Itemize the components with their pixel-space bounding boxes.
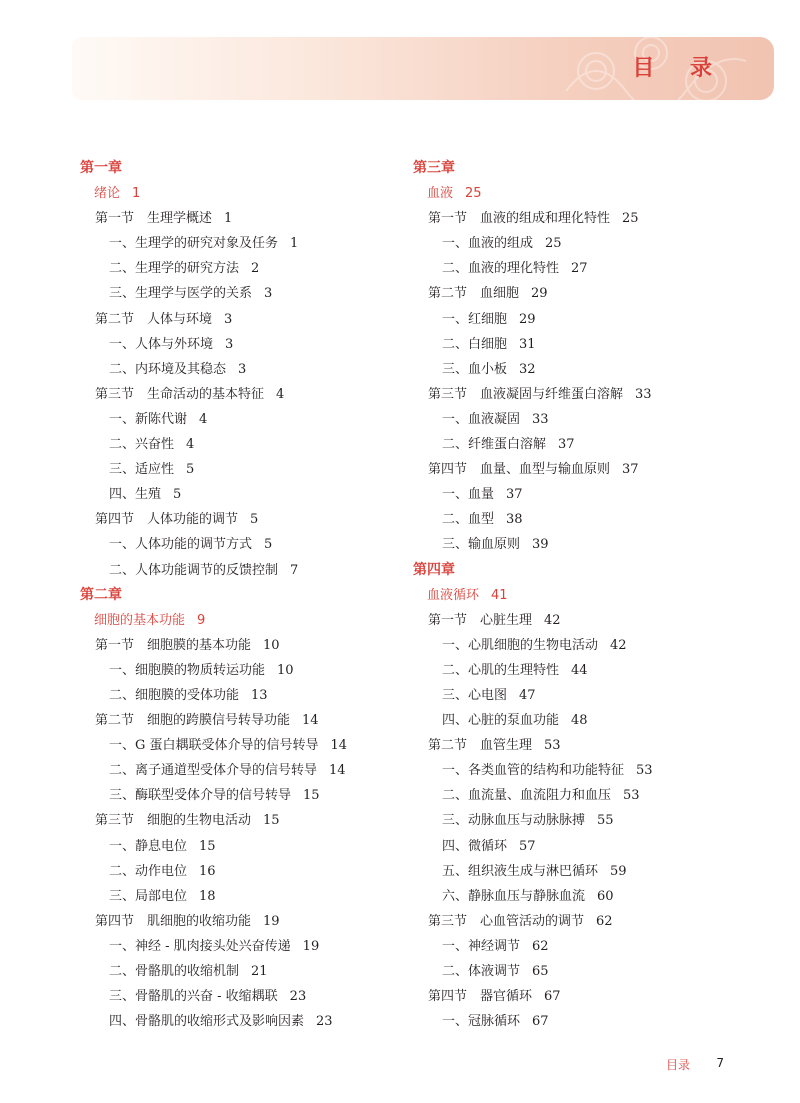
chapter-title[interactable] xyxy=(413,583,793,608)
entry-text: 四、微循环 xyxy=(442,838,508,854)
entry-text: 第一节 生理学概述 xyxy=(95,211,213,227)
entry-text: 第三章 xyxy=(413,160,455,176)
entry-page-number: 14 xyxy=(330,738,348,754)
subsection-entry[interactable] xyxy=(80,231,460,256)
chapter-title[interactable] xyxy=(80,181,460,206)
subsection-entry[interactable] xyxy=(413,758,793,783)
entry-page-number: 48 xyxy=(571,713,588,729)
entry-page-number: 53 xyxy=(636,763,653,779)
entry-page-number: 37 xyxy=(558,437,575,453)
entry-text: 二、骨骼肌的收缩机制 xyxy=(109,964,240,979)
entry-text: 二、兴奋性 xyxy=(109,437,175,453)
entry-text: 一、细胞膜的物质转运功能 xyxy=(109,662,266,678)
section-entry[interactable] xyxy=(413,281,793,306)
entry-page-number: 65 xyxy=(532,964,549,979)
entry-page-number: 21 xyxy=(251,964,268,979)
subsection-entry[interactable] xyxy=(80,984,460,1009)
chapter-title[interactable] xyxy=(413,181,793,206)
entry-page-number: 14 xyxy=(329,763,346,779)
entry-page-number: 33 xyxy=(635,386,652,402)
entry-text: 血液循环 xyxy=(427,587,480,603)
section-entry[interactable] xyxy=(80,307,460,332)
entry-page-number: 37 xyxy=(622,462,639,478)
entry-page-number: 3 xyxy=(224,311,233,327)
subsection-entry[interactable] xyxy=(80,532,460,557)
chapter-heading[interactable] xyxy=(80,583,460,608)
entry-text: 三、输血原则 xyxy=(442,537,521,553)
subsection-entry[interactable] xyxy=(413,407,793,432)
entry-page-number: 53 xyxy=(623,788,640,804)
toc-left-column xyxy=(80,156,460,1034)
entry-text: 五、组织液生成与淋巴循环 xyxy=(442,863,599,879)
entry-page-number: 18 xyxy=(199,888,216,904)
entry-text: 第四章 xyxy=(413,561,455,578)
entry-text: 一、血液凝固 xyxy=(442,411,521,427)
entry-page-number: 19 xyxy=(263,913,280,929)
page-number: 7 xyxy=(716,1056,724,1070)
section-entry[interactable] xyxy=(413,733,793,758)
entry-text: 二、动作电位 xyxy=(109,863,188,879)
entry-text: 一、人体功能的调节方式 xyxy=(109,537,253,553)
subsection-entry[interactable] xyxy=(413,884,793,909)
entry-text: 一、生理学的研究对象及任务 xyxy=(109,236,279,252)
entry-page-number: 1 xyxy=(224,211,233,227)
entry-text: 二、生理学的研究方法 xyxy=(109,261,240,277)
section-entry[interactable] xyxy=(80,206,460,231)
subsection-entry[interactable] xyxy=(80,658,460,683)
entry-page-number: 62 xyxy=(596,913,613,929)
entry-text: 第一节 细胞膜的基本功能 xyxy=(95,637,252,653)
entry-text: 一、神经调节 xyxy=(442,938,521,954)
entry-text: 二、体液调节 xyxy=(442,964,521,979)
entry-page-number: 38 xyxy=(506,512,523,528)
section-entry[interactable] xyxy=(413,608,793,633)
entry-text: 三、心电图 xyxy=(442,687,508,703)
entry-page-number: 5 xyxy=(250,512,259,528)
subsection-entry[interactable] xyxy=(80,558,460,583)
subsection-entry[interactable] xyxy=(80,934,460,959)
entry-page-number: 44 xyxy=(571,662,588,678)
entry-page-number: 2 xyxy=(251,261,260,277)
entry-text: 三、动脉血压与动脉脉搏 xyxy=(442,813,586,829)
subsection-entry[interactable] xyxy=(80,1009,460,1034)
entry-page-number: 62 xyxy=(532,938,549,954)
section-entry[interactable] xyxy=(413,457,793,482)
entry-text: 二、血型 xyxy=(442,512,495,528)
entry-page-number: 57 xyxy=(519,838,536,854)
subsection-entry[interactable] xyxy=(80,783,460,808)
entry-text: 三、局部电位 xyxy=(109,888,188,904)
subsection-entry[interactable] xyxy=(413,332,793,357)
subsection-entry[interactable] xyxy=(80,834,460,859)
entry-text: 第二节 血管生理 xyxy=(428,738,533,754)
entry-text: 二、血流量、血流阻力和血压 xyxy=(442,788,612,804)
entry-text: 一、神经 - 肌肉接头处兴奋传递 xyxy=(109,938,291,954)
entry-page-number: 3 xyxy=(238,361,247,377)
entry-text: 一、G 蛋白耦联受体介导的信号转导 xyxy=(109,738,319,754)
entry-text: 第二节 血细胞 xyxy=(428,286,520,302)
subsection-entry[interactable] xyxy=(413,507,793,532)
entry-page-number: 32 xyxy=(519,361,536,377)
entry-text: 第二节 人体与环境 xyxy=(95,311,213,327)
entry-page-number: 15 xyxy=(263,813,280,829)
entry-text: 第三节 生命活动的基本特征 xyxy=(95,386,265,402)
entry-text: 四、心脏的泵血功能 xyxy=(442,713,560,729)
subsection-entry[interactable] xyxy=(413,633,793,658)
entry-page-number: 39 xyxy=(532,537,549,553)
entry-text: 一、冠脉循环 xyxy=(442,1014,521,1030)
section-entry[interactable] xyxy=(413,382,793,407)
entry-text: 第四节 血量、血型与输血原则 xyxy=(428,462,611,478)
entry-page-number: 1 xyxy=(290,236,299,252)
entry-text: 三、适应性 xyxy=(109,462,175,478)
entry-text: 第四节 肌细胞的收缩功能 xyxy=(95,913,252,929)
entry-page-number: 5 xyxy=(173,487,182,503)
subsection-entry[interactable] xyxy=(80,758,460,783)
entry-text: 三、生理学与医学的关系 xyxy=(109,286,253,302)
toc-right-column xyxy=(413,156,793,1034)
subsection-entry[interactable] xyxy=(413,482,793,507)
entry-text: 四、骨骼肌的收缩形式及影响因素 xyxy=(109,1014,305,1030)
entry-page-number: 33 xyxy=(532,411,549,427)
subsection-entry[interactable] xyxy=(413,859,793,884)
subsection-entry[interactable] xyxy=(80,432,460,457)
entry-page-number: 25 xyxy=(545,236,562,252)
entry-page-number: 19 xyxy=(302,938,320,954)
entry-text: 二、离子通道型受体介导的信号转导 xyxy=(109,763,318,779)
chapter-heading[interactable] xyxy=(413,558,793,583)
entry-page-number: 9 xyxy=(197,612,206,628)
entry-text: 第四节 器官循环 xyxy=(428,989,533,1005)
page-footer xyxy=(0,1056,800,1074)
entry-page-number: 13 xyxy=(251,687,268,703)
subsection-entry[interactable] xyxy=(413,708,793,733)
entry-page-number: 27 xyxy=(571,261,588,277)
subsection-entry[interactable] xyxy=(413,783,793,808)
subsection-entry[interactable] xyxy=(413,658,793,683)
entry-text: 第二章 xyxy=(80,586,122,603)
entry-page-number: 67 xyxy=(532,1014,549,1030)
entry-text: 绪论 xyxy=(94,186,121,202)
subsection-entry[interactable] xyxy=(80,332,460,357)
entry-page-number: 4 xyxy=(186,437,195,453)
entry-page-number: 67 xyxy=(544,989,561,1005)
chapter-title[interactable] xyxy=(80,608,460,633)
subsection-entry[interactable] xyxy=(413,834,793,859)
entry-text: 二、白细胞 xyxy=(442,336,508,352)
entry-text: 二、心肌的生理特性 xyxy=(442,662,560,678)
page-title: 目 录 xyxy=(632,56,726,81)
entry-text: 二、人体功能调节的反馈控制 xyxy=(109,562,279,578)
subsection-entry[interactable] xyxy=(413,683,793,708)
subsection-entry[interactable] xyxy=(80,281,460,306)
subsection-entry[interactable] xyxy=(413,307,793,332)
entry-text: 一、各类血管的结构和功能特征 xyxy=(442,763,625,779)
entry-page-number: 42 xyxy=(544,612,561,628)
entry-text: 一、人体与外环境 xyxy=(109,336,214,352)
entry-text: 血液 xyxy=(427,186,454,202)
entry-text: 六、静脉血压与静脉血流 xyxy=(442,888,586,904)
entry-page-number: 25 xyxy=(622,211,639,227)
entry-page-number: 4 xyxy=(276,386,285,402)
entry-page-number: 4 xyxy=(199,411,208,427)
subsection-entry[interactable] xyxy=(413,357,793,382)
entry-page-number: 5 xyxy=(186,462,195,478)
entry-page-number: 47 xyxy=(519,687,536,703)
entry-text: 二、细胞膜的受体功能 xyxy=(109,687,240,703)
subsection-entry[interactable] xyxy=(413,432,793,457)
entry-text: 第一章 xyxy=(80,160,122,176)
subsection-entry[interactable] xyxy=(413,532,793,557)
section-entry[interactable] xyxy=(413,909,793,934)
entry-text: 一、红细胞 xyxy=(442,311,508,327)
subsection-entry[interactable] xyxy=(80,859,460,884)
entry-text: 第三节 细胞的生物电活动 xyxy=(95,813,252,829)
entry-text: 一、血量 xyxy=(442,487,495,503)
entry-text: 二、纤维蛋白溶解 xyxy=(442,437,547,453)
entry-text: 第一节 心脏生理 xyxy=(428,612,533,628)
footer-label: 目录 xyxy=(665,1058,690,1072)
subsection-entry[interactable] xyxy=(413,959,793,984)
entry-text: 一、血液的组成 xyxy=(442,236,534,252)
entry-page-number: 10 xyxy=(263,637,280,653)
entry-page-number: 1 xyxy=(132,186,141,202)
entry-page-number: 29 xyxy=(531,286,548,302)
entry-page-number: 29 xyxy=(519,311,536,327)
entry-page-number: 3 xyxy=(264,286,273,302)
entry-page-number: 55 xyxy=(597,813,614,829)
subsection-entry[interactable] xyxy=(80,683,460,708)
entry-text: 第四节 人体功能的调节 xyxy=(95,512,239,528)
section-entry[interactable] xyxy=(413,206,793,231)
subsection-entry[interactable] xyxy=(413,231,793,256)
entry-text: 一、心肌细胞的生物电活动 xyxy=(442,637,599,653)
chapter-heading[interactable] xyxy=(80,156,460,181)
subsection-entry[interactable] xyxy=(413,256,793,281)
entry-text: 三、骨骼肌的兴奋 - 收缩耦联 xyxy=(109,989,278,1005)
entry-text: 第三节 心血管活动的调节 xyxy=(428,913,585,929)
entry-text: 一、新陈代谢 xyxy=(109,411,188,427)
entry-text: 细胞的基本功能 xyxy=(94,612,186,628)
subsection-entry[interactable] xyxy=(80,482,460,507)
subsection-entry[interactable] xyxy=(80,884,460,909)
section-entry[interactable] xyxy=(80,708,460,733)
subsection-entry[interactable] xyxy=(80,357,460,382)
entry-page-number: 15 xyxy=(199,838,216,854)
subsection-entry[interactable] xyxy=(413,808,793,833)
section-entry[interactable] xyxy=(80,808,460,833)
section-entry[interactable] xyxy=(80,633,460,658)
entry-page-number: 7 xyxy=(290,562,299,578)
subsection-entry[interactable] xyxy=(80,959,460,984)
subsection-entry[interactable] xyxy=(80,733,460,758)
entry-text: 二、内环境及其稳态 xyxy=(109,361,227,377)
entry-text: 二、血液的理化特性 xyxy=(442,261,560,277)
entry-page-number: 53 xyxy=(544,738,561,754)
entry-page-number: 10 xyxy=(277,662,294,678)
entry-page-number: 16 xyxy=(199,863,216,879)
entry-text: 第三节 血液凝固与纤维蛋白溶解 xyxy=(428,386,624,402)
section-entry[interactable] xyxy=(80,909,460,934)
header-banner xyxy=(72,37,774,100)
subsection-entry[interactable] xyxy=(80,256,460,281)
chapter-heading[interactable] xyxy=(413,156,793,181)
entry-page-number: 42 xyxy=(610,637,627,653)
entry-text: 第二节 细胞的跨膜信号转导功能 xyxy=(95,713,291,729)
subsection-entry[interactable] xyxy=(80,407,460,432)
entry-page-number: 23 xyxy=(316,1014,333,1030)
entry-text: 第一节 血液的组成和理化特性 xyxy=(428,211,611,227)
entry-page-number: 60 xyxy=(597,888,614,904)
section-entry[interactable] xyxy=(413,984,793,1009)
entry-page-number: 14 xyxy=(302,713,319,729)
entry-page-number: 5 xyxy=(264,537,273,553)
entry-page-number: 3 xyxy=(225,336,234,352)
entry-text: 三、血小板 xyxy=(442,361,508,377)
subsection-entry[interactable] xyxy=(80,457,460,482)
entry-page-number: 41 xyxy=(491,587,508,603)
entry-text: 一、静息电位 xyxy=(109,838,188,854)
section-entry[interactable] xyxy=(80,507,460,532)
entry-page-number: 59 xyxy=(610,863,627,879)
section-entry[interactable] xyxy=(80,382,460,407)
entry-text: 四、生殖 xyxy=(109,487,162,503)
entry-page-number: 15 xyxy=(303,788,320,804)
entry-page-number: 37 xyxy=(506,487,523,503)
entry-text: 三、酶联型受体介导的信号转导 xyxy=(109,788,292,804)
entry-page-number: 23 xyxy=(289,989,307,1005)
subsection-entry[interactable] xyxy=(413,1009,793,1034)
subsection-entry[interactable] xyxy=(413,934,793,959)
entry-page-number: 25 xyxy=(465,186,482,202)
entry-page-number: 31 xyxy=(519,336,536,352)
